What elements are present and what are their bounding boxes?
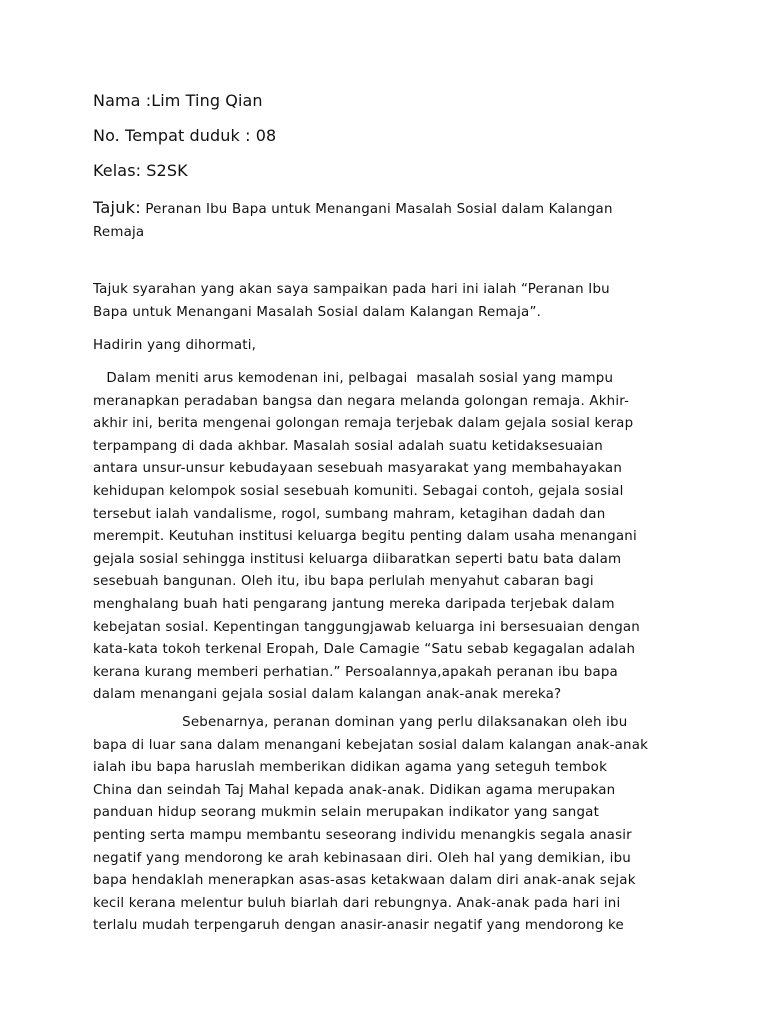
text-line: tersebut ialah vandalisme, rogol, sumbang mahram, ketagihan dadah dan — [93, 506, 606, 522]
text-line: Tajuk syarahan yang akan saya sampaikan pada hari ini ialah “Peranan Ibu — [93, 282, 610, 297]
text-line: kehidupan kelompok sosial sesebuah komuniti. Sebagai contoh, gejala sosial — [93, 483, 624, 499]
text-line: akhir ini, berita mengenai golongan remaja terjebak dalam gejala sosial kerap — [93, 416, 634, 432]
text-line: panduan hidup seorang mukmin selain merupakan indikator yang sangat — [93, 805, 600, 821]
text-line: sesebuah bangunan. Oleh itu, ibu bapa perlulah menyahut cabaran bagi — [93, 574, 594, 590]
salutation-paragraph — [93, 335, 705, 358]
text-line: bapa di luar sana dalam menangani kebejatan sosial dalam kalangan anak-anak — [93, 737, 649, 753]
title-text-line-1: Peranan Ibu Bapa untuk Menangani Masalah Sosial dalam Kalangan — [140, 202, 613, 217]
student-name: Nama :Lim Ting Qian — [93, 91, 263, 110]
text-line: kata-kata tokoh terkenal Eropah, Dale Camagie “Satu sebab kegagalan adalah — [93, 642, 636, 658]
text-line: Sebenarnya, peranan dominan yang perlu dilaksanakan oleh ibu — [93, 715, 628, 730]
text-line: bapa hendaklah menerapkan asas-asas ketakwaan dalam diri anak-anak sejak — [93, 873, 636, 889]
text-line: Bapa untuk Menangani Masalah Sosial dalam Kalangan Remaja”. — [93, 304, 542, 320]
text-line: kebejatan sosial. Kepentingan tanggungjawab keluarga ini bersesuaian dengan — [93, 619, 640, 635]
text-line: kecil kerana melentur buluh biarlah dari rebungnya. Anak-anak pada hari ini — [93, 895, 621, 911]
intro-paragraph — [93, 279, 705, 324]
speech-title — [93, 196, 703, 244]
seat-number: No. Tempat duduk : 08 — [93, 126, 277, 145]
title-label: Tajuk: — [93, 198, 141, 217]
text-line: terlalu mudah terpengaruh dengan anasir-anasir negatif yang mendorong ke — [93, 918, 624, 934]
text-line: negatif yang mendorong ke arah kebinasaan diri. Oleh hal yang demikian, ibu — [93, 850, 631, 866]
text-line: dalam menangani gejala sosial dalam kalangan anak-anak mereka? — [93, 687, 562, 703]
text-line: kerana kurang memberi perhatian.” Persoalannya,apakah peranan ibu bapa — [93, 664, 618, 680]
class-label: Kelas: S2SK — [93, 161, 188, 180]
paragraph-2 — [93, 712, 705, 938]
text-line: penting serta mampu membantu seseorang individu menangkis segala anasir — [93, 827, 632, 843]
text-line: Dalam meniti arus kemodenan ini, pelbagai masalah sosial yang mampu — [93, 371, 614, 386]
text-line: antara unsur-unsur kebudayaan sesebuah masyarakat yang membahayakan — [93, 461, 623, 477]
text-line: China dan seindah Taj Mahal kepada anak-anak. Didikan agama merupakan — [93, 782, 616, 798]
text-line: meranapkan peradaban bangsa dan negara melanda golongan remaja. Akhir- — [93, 393, 630, 409]
text-line: merempit. Keutuhan institusi keluarga begitu penting dalam usaha menangani — [93, 529, 637, 545]
title-text-line-2: Remaja — [93, 225, 145, 240]
text-line: terpampang di dada akhbar. Masalah sosial adalah suatu ketidaksesuaian — [93, 438, 603, 454]
text-line: menghalang buah hati pengarang jantung mereka daripada terjebak dalam — [93, 596, 615, 612]
text-line: ialah ibu bapa haruslah memberikan didikan agama yang seteguh tembok — [93, 760, 608, 776]
text-line: gejala sosial sehingga institusi keluarga diibaratkan seperti batu bata dalam — [93, 551, 622, 567]
paragraph-1 — [93, 368, 705, 707]
text-line: Hadirin yang dihormati, — [93, 338, 257, 353]
